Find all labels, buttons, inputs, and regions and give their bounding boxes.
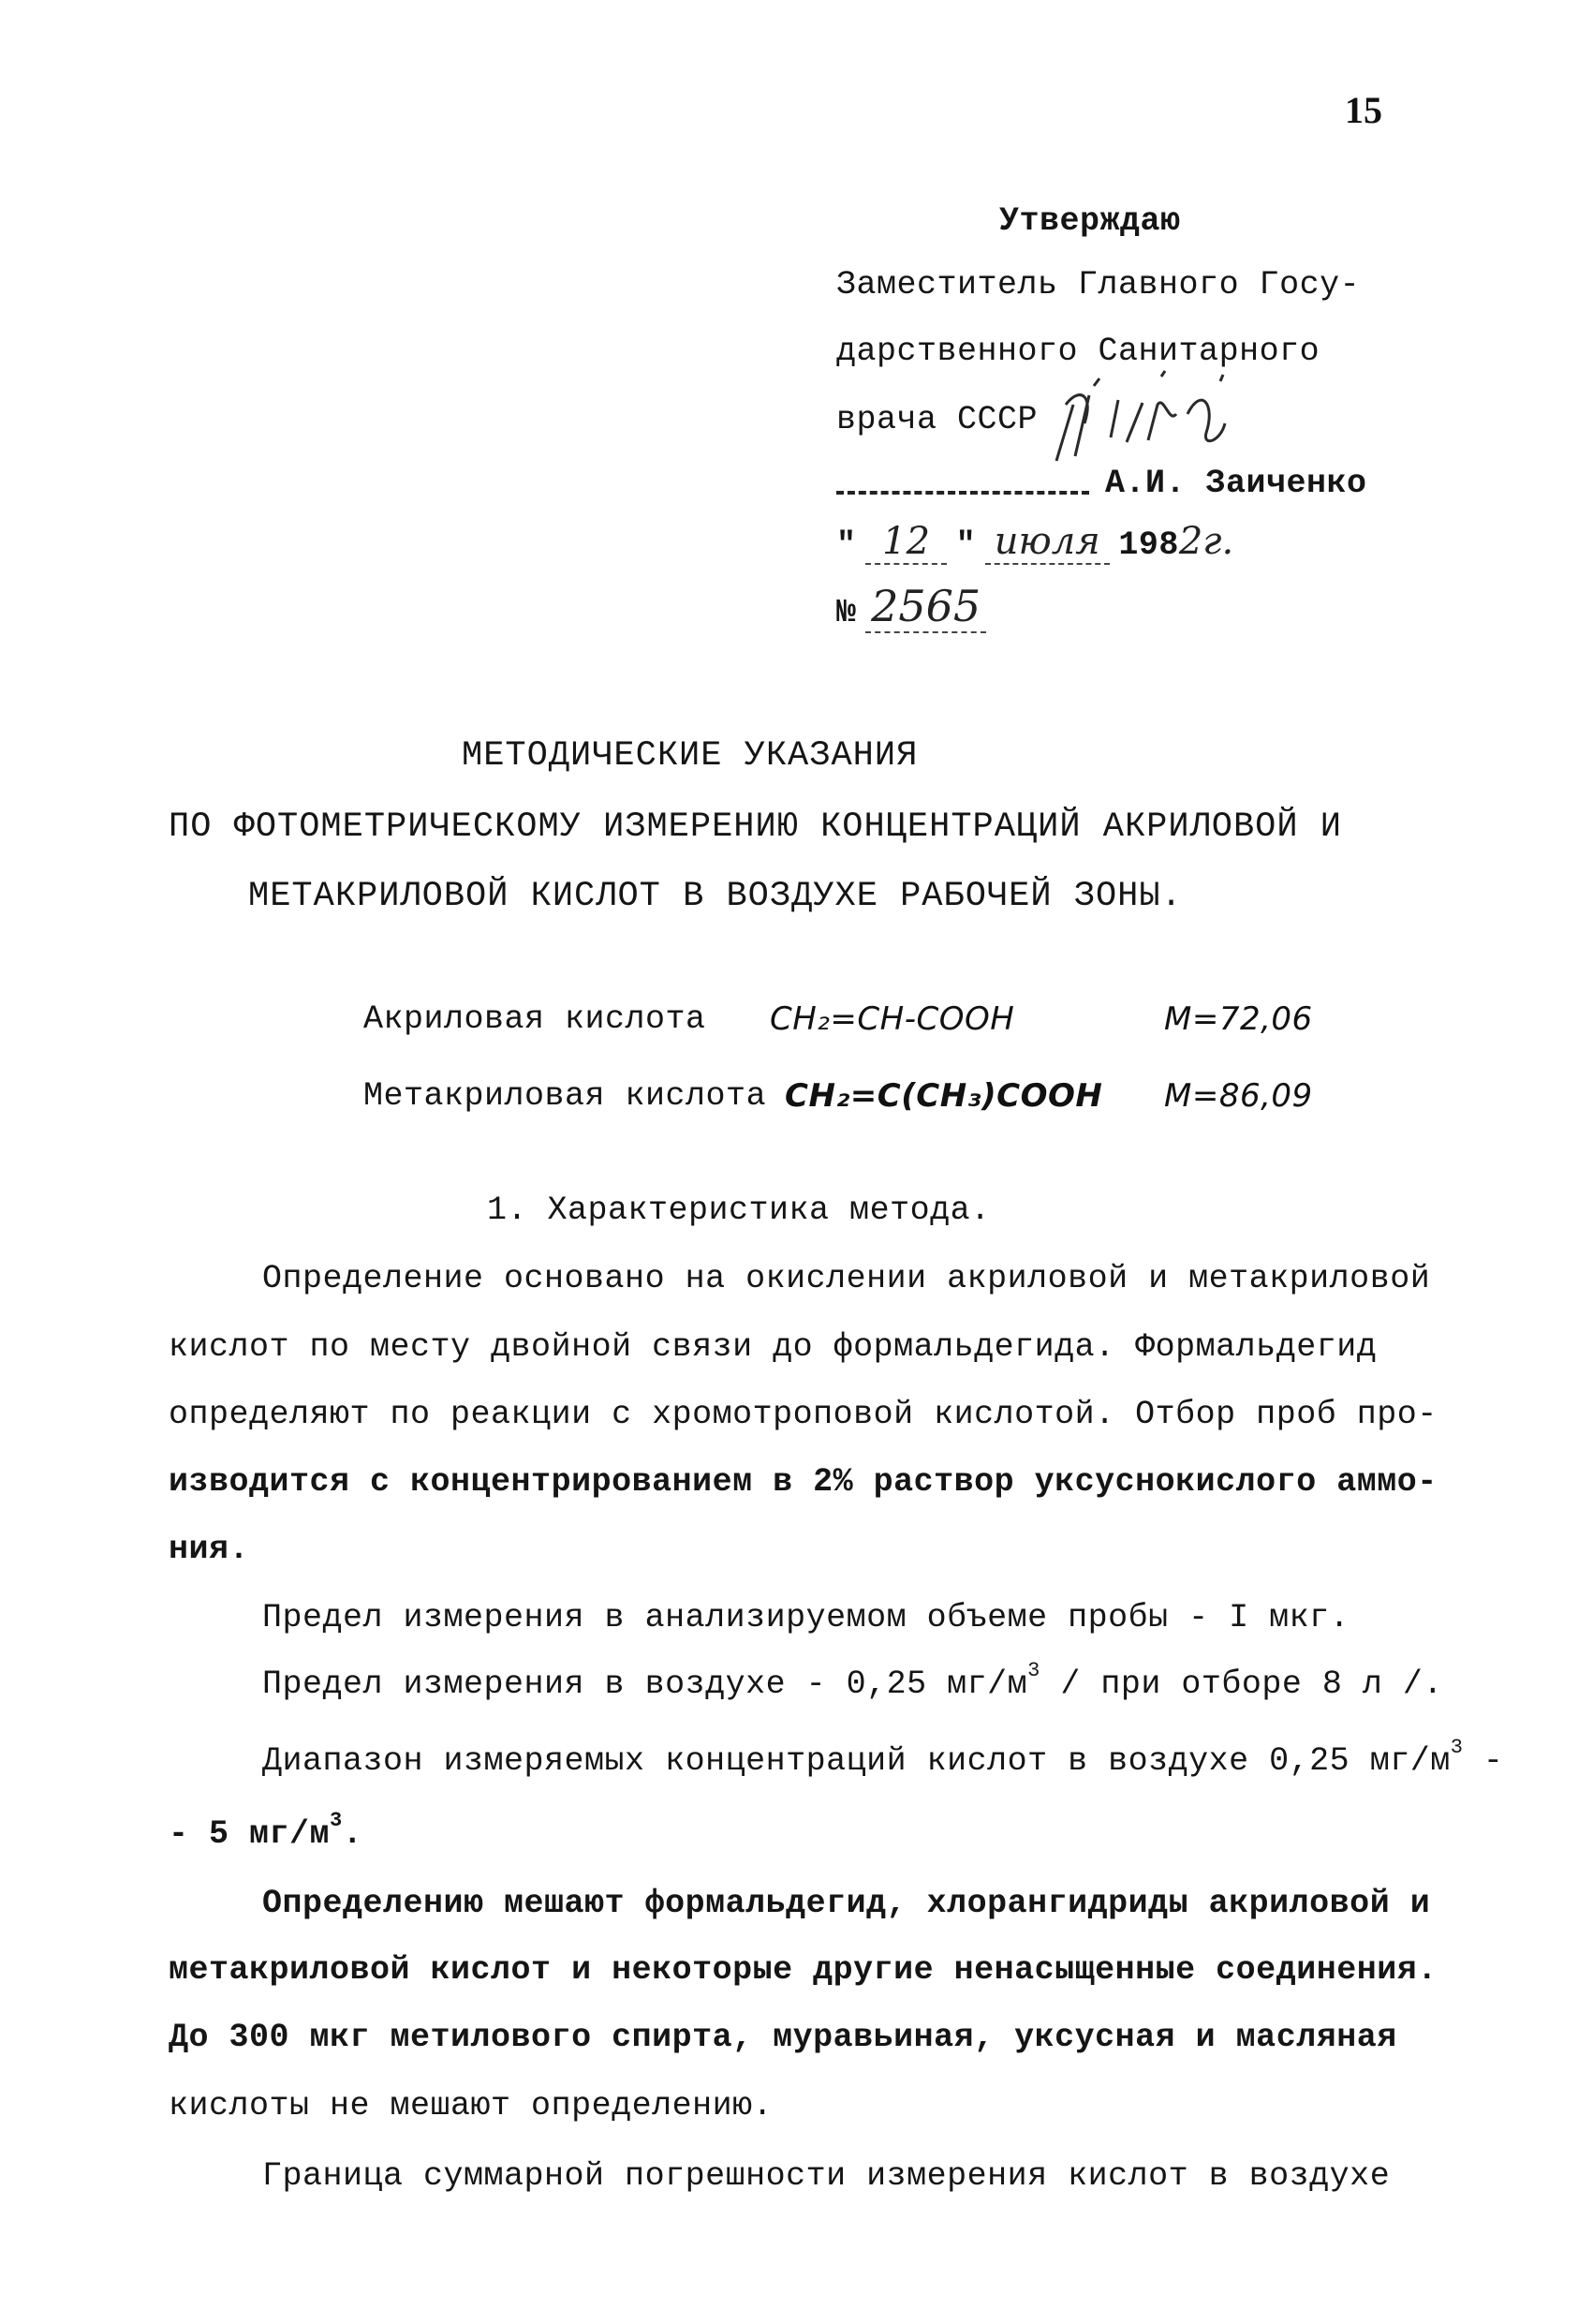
range-text: Диапазон измеряемых концентраций кислот в воздухе 0,25 мг/м [262, 1742, 1451, 1780]
compound-formula: CH₂=C(CH₃)COOH [785, 1077, 1103, 1115]
paragraph-line: ния. [169, 1531, 250, 1568]
page-number: 15 [1345, 89, 1382, 131]
paragraph-line: Определение основано на окислении акриловой и метакриловой [262, 1260, 1431, 1297]
approval-line-2: дарственного Санитарного [836, 333, 1320, 370]
paragraph-line [262, 1659, 1443, 1703]
date-month: июля [985, 520, 1110, 565]
range-tail: - [1463, 1742, 1504, 1780]
measurement-limit-text: Предел измерения в воздухе - 0,25 мг/м [262, 1665, 1028, 1703]
paragraph-line: Предел измерения в анализируемом объеме пробы - I мкг. [262, 1599, 1350, 1636]
superscript: 3 [330, 1809, 343, 1832]
section-heading: 1. Характеристика метода. [487, 1192, 991, 1229]
approval-number [836, 581, 986, 631]
approval-heading: Утверждаю [999, 202, 1181, 240]
paragraph-line: До 300 мкг метилового спирта, муравьиная, уксусная и масляная [169, 2019, 1397, 2056]
paragraph-line: метакриловой кислот и некоторые другие ненасыщенные соединения. [169, 1951, 1438, 1989]
signature-line [836, 491, 1089, 495]
compound-mass: M=72,06 [1164, 1000, 1313, 1038]
approval-date [836, 520, 1233, 567]
approval-number-value: 2565 [865, 581, 986, 633]
number-sign: № [836, 594, 857, 631]
title-line-3: МЕТАКРИЛОВОЙ КИСЛОТ В ВОЗДУХЕ РАБОЧЕЙ ЗОНЫ. [248, 877, 1183, 916]
date-day: 12 [865, 520, 947, 565]
title-line-1: МЕТОДИЧЕСКИЕ УКАЗАНИЯ [462, 736, 919, 776]
superscript: 3 [1450, 1736, 1464, 1759]
paragraph-line: кислот по месту двойной связи до формальдегида. Формальдегид [169, 1328, 1378, 1366]
measurement-limit-tail: / при отборе 8 л /. [1040, 1665, 1443, 1703]
paragraph-line: Определению мешают формальдегид, хлорангидриды акриловой и [262, 1885, 1431, 1922]
compound-formula: CH₂=CH-COOH [770, 1000, 1015, 1038]
paragraph-line [262, 1736, 1504, 1780]
paragraph-line: кислоты не мешают определению. [169, 2087, 774, 2124]
compound-name: Акриловая кислота [363, 1000, 706, 1038]
range-end-tail: . [342, 1815, 363, 1853]
paragraph-line: изводится с концентрированием в 2% раствор уксуснокислого аммо- [169, 1463, 1438, 1501]
paragraph-line [169, 1809, 363, 1853]
date-quote-mid: " [955, 526, 977, 564]
date-quote-open: " [836, 526, 857, 564]
approval-line-1: Заместитель Главного Госу- [836, 266, 1361, 303]
superscript: 3 [1027, 1659, 1040, 1682]
compound-mass: M=86,09 [1164, 1077, 1313, 1115]
date-year-suffix: 2г. [1178, 520, 1234, 563]
approval-line-3: врача СССР [836, 401, 1039, 438]
compound-name: Метакриловая кислота [363, 1077, 767, 1115]
signer-name: А.И. Заиченко [1105, 465, 1367, 502]
date-year-prefix: 198 [1118, 526, 1179, 564]
signature [1038, 367, 1253, 480]
paragraph-line: определяют по реакции с хромотроповой кислотой. Отбор проб про- [169, 1396, 1438, 1433]
title-line-2: ПО ФОТОМЕТРИЧЕСКОМУ ИЗМЕРЕНИЮ КОНЦЕНТРАЦИЙ АКРИЛОВОЙ И [169, 807, 1342, 847]
range-end-text: - 5 мг/м [169, 1815, 331, 1853]
paragraph-line: Граница суммарной погрешности измерения кислот в воздухе [262, 2157, 1391, 2195]
